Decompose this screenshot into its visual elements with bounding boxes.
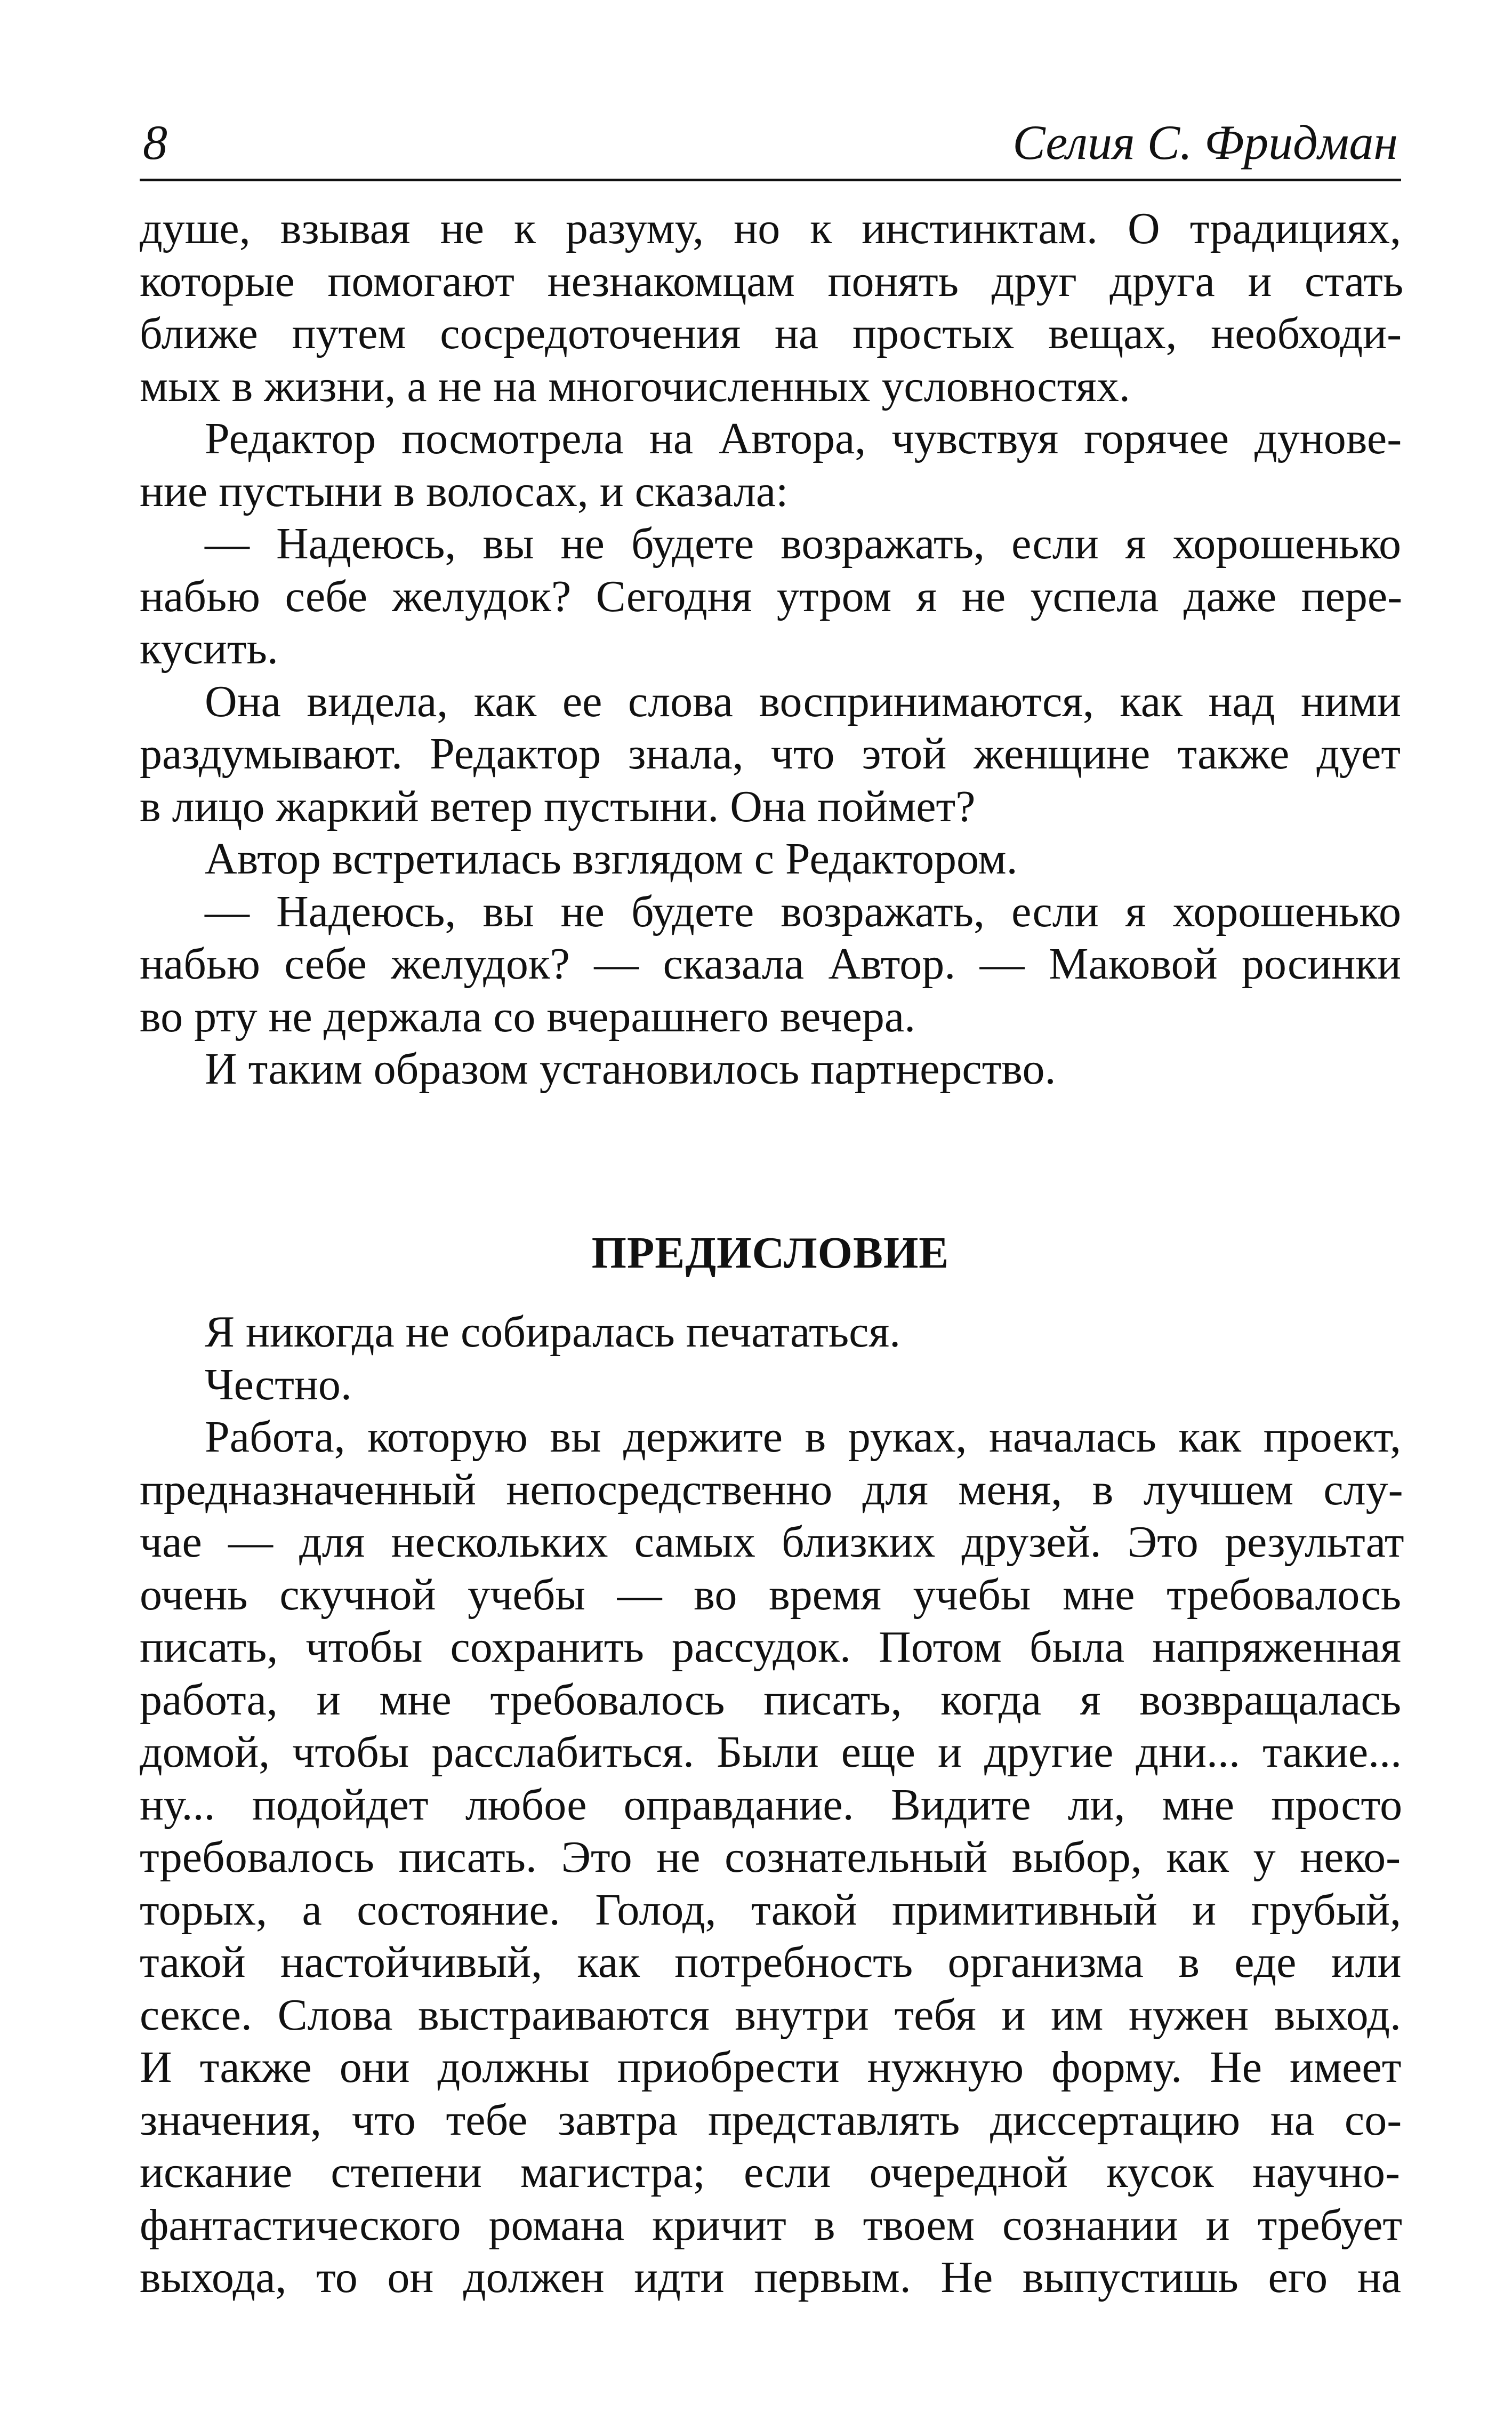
- text-block-dialogue: [140, 203, 1404, 1096]
- text-line: Автор встретилась взглядом с Редактором.: [205, 834, 1018, 884]
- text-line: выхода, то он должен идти первым. Не выпустишь его на: [140, 2253, 1401, 2302]
- text-line: душе, взывая не к разуму, но к инстинктам. О традициях,: [140, 204, 1401, 253]
- text-line: сексе. Слова выстраиваются внутри тебя и им нужен выход.: [140, 1990, 1401, 2040]
- text-line: Честно.: [205, 1359, 352, 1409]
- text-line: значения, что тебе завтра представлять диссертацию на со-: [140, 2095, 1402, 2145]
- text-line: фантастического романа кричит в твоем сознании и требует: [140, 2200, 1403, 2250]
- text-line: в лицо жаркий ветер пустыни. Она поймет?: [140, 781, 976, 831]
- running-title: Селия С. Фридман: [1012, 115, 1398, 170]
- text-line: Я никогда не собиралась печататься.: [205, 1307, 901, 1357]
- text-line: — Надеюсь, вы не будете возражать, если я хорошенько: [205, 886, 1402, 936]
- text-block-preface: [140, 1306, 1404, 2304]
- text-line: торых, а состояние. Голод, такой примитивный и грубый,: [140, 1885, 1401, 1935]
- text-line: Редактор посмотрела на Автора, чувствуя горячее дунове-: [205, 414, 1402, 463]
- text-line: — Надеюсь, вы не будете возражать, если я хорошенько: [205, 519, 1402, 568]
- text-line: раздумывают. Редактор знала, что этой женщине также дует: [140, 729, 1401, 779]
- text-line: Она видела, как ее слова воспринимаются, как над ними: [205, 676, 1401, 726]
- text-line: набью себе желудок? — сказала Автор. — Маковой росинки: [140, 939, 1401, 989]
- running-header: [140, 107, 1401, 181]
- text-line: ну... подойдет любое оправдание. Видите ли, мне просто: [140, 1780, 1403, 1830]
- page-number: 8: [143, 115, 167, 170]
- text-line: такой настойчивый, как потребность организма в еде или: [140, 1937, 1402, 1987]
- text-line: чае — для нескольких самых близких друзей. Это результат: [140, 1517, 1404, 1567]
- text-line: ближе путем сосредоточения на простых вещах, необходи-: [140, 309, 1402, 358]
- text-line: писать, чтобы сохранить рассудок. Потом была напряженная: [140, 1622, 1402, 1672]
- text-line: И таким образом установилось партнерство.: [205, 1044, 1056, 1094]
- text-line: домой, чтобы расслабиться. Были еще и другие дни... такие...: [140, 1727, 1402, 1777]
- text-line: очень скучной учебы — во время учебы мне требовалось: [140, 1569, 1402, 1620]
- text-line: работа, и мне требовалось писать, когда я возвращалась: [140, 1674, 1402, 1725]
- text-line: Работа, которую вы держите в руках, началась как проект,: [205, 1412, 1402, 1462]
- text-line: во рту не держала со вчерашнего вечера.: [140, 991, 916, 1041]
- text-line: И также они должны приобрести нужную форму. Не имеет: [140, 2042, 1402, 2092]
- text-line: ние пустыни в волосах, и сказала:: [140, 466, 789, 516]
- text-line: искание степени магистра; если очередной кусок научно-: [140, 2147, 1400, 2197]
- text-line: предназначенный непосредственно для меня, в лучшем слу-: [140, 1464, 1403, 1515]
- text-line: мых в жизни, а не на многочисленных условностях.: [140, 361, 1130, 411]
- text-line: набью себе желудок? Сегодня утром я не успела даже пере-: [140, 571, 1403, 621]
- text-line: кусить.: [140, 624, 278, 674]
- page-content: [140, 107, 1404, 2304]
- section-heading: ПРЕДИСЛОВИЕ: [591, 1228, 950, 1278]
- text-line: которые помогают незнакомцам понять друг друга и стать: [140, 256, 1404, 306]
- text-line: требовалось писать. Это не сознательный выбор, как у неко-: [140, 1832, 1401, 1882]
